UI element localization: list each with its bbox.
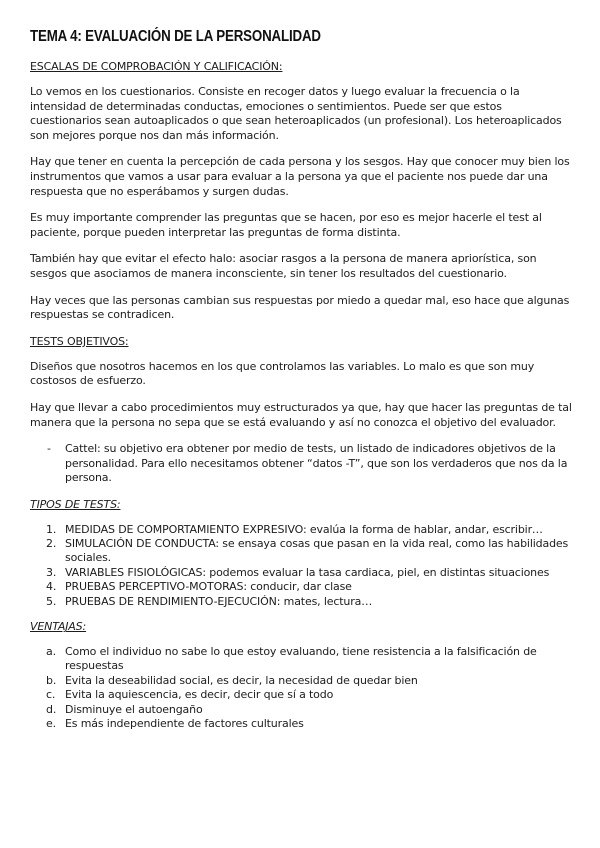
list-letter: e.: [46, 717, 56, 731]
paragraph: Hay que tener en cuenta la percepción de cada persona y los sesgos. Hay que conocer muy bien los instrumentos que vamos a usar para evaluar a la persona ya que el paciente nos puede dar una respuesta que no esperábamos y surgen dudas.: [30, 155, 570, 198]
bullet-marker: -: [47, 442, 51, 456]
section-heading-ventajas: VENTAJAS:: [30, 620, 87, 634]
list-item: [30, 717, 575, 731]
page-title: TEMA 4: EVALUACIÓN DE LA PERSONALIDAD: [30, 28, 321, 45]
paragraph: Lo vemos en los cuestionarios. Consiste en recoger datos y luego evaluar la frecuencia o la intensidad de determinadas conductas, emociones o sentimientos. Puede ser que estos cuestionarios sean autoaplicados o que sean heteroaplicados (un profesional). Los heteroaplicados son mejores porque nos dan más información.: [30, 85, 562, 142]
paragraph: Diseños que nosotros hacemos en los que controlamos las variables. Lo malo es que son muy costosos de esfuerzo.: [30, 359, 535, 388]
list-item: [30, 442, 575, 486]
paragraph: Hay veces que las personas cambian sus respuestas por miedo a quedar mal, eso hace que algunas respuestas se contradicen.: [30, 293, 570, 322]
numbered-list: [30, 523, 575, 609]
list-item-text: SIMULACIÓN DE CONDUCTA: se ensaya cosas que pasan en la vida real, como las habilidades sociales.: [65, 537, 569, 565]
paragraph: Es muy importante comprender las preguntas que se hacen, por eso es mejor hacerle el test al paciente, porque pueden interpretar las preguntas de forma distinta.: [30, 211, 542, 239]
list-item-text: PRUEBAS PERCEPTIVO-MOTORAS: conducir, dar clase: [65, 580, 352, 594]
list-number: 2.: [46, 537, 57, 551]
list-item: [30, 595, 575, 609]
list-item: [30, 580, 575, 594]
list-item-text: VARIABLES FISIOLÓGICAS: podemos evaluar la tasa cardiaca, piel, en distintas situaciones: [65, 565, 550, 579]
list-number: 1.: [46, 522, 57, 536]
list-item-text: MEDIDAS DE COMPORTAMIENTO EXPRESIVO: evalúa la forma de hablar, andar, escribir…: [65, 522, 543, 536]
paragraph: Hay que llevar a cabo procedimientos muy estructurados ya que, hay que hacer las preguntas de tal manera que la persona no sepa que se está evaluando y así no conozca el objetivo del evaluador.: [30, 400, 572, 429]
list-item-text: Disminuye el autoengaño: [65, 702, 203, 716]
bullet-list: [30, 442, 575, 486]
list-item-text: Cattel: su objetivo era obtener por medio de tests, un listado de indicadores objetivos de la personalidad. Para ello necesitamos obtener “datos -T”, que son los verdaderos que nos da la persona.: [65, 442, 568, 485]
list-number: 5.: [46, 594, 57, 608]
list-letter: c.: [46, 688, 56, 702]
list-letter: a.: [46, 645, 56, 659]
list-item: [30, 703, 575, 717]
section-heading-escalas: ESCALAS DE COMPROBACIÓN Y CALIFICACIÓN:: [30, 60, 283, 73]
list-item: [30, 645, 575, 672]
document-body: [30, 60, 575, 731]
list-item-text: PRUEBAS DE RENDIMIENTO-EJECUCIÓN: mates, lectura…: [65, 594, 373, 608]
lettered-list: [30, 645, 575, 731]
list-item-text: Como el individuo no sabe lo que estoy evaluando, tiene resistencia a la falsificación de respuestas: [65, 645, 537, 673]
list-number: 3.: [46, 565, 57, 579]
list-item-text: Es más independiente de factores culturales: [65, 717, 304, 731]
list-item: [30, 566, 575, 580]
list-item: [30, 537, 575, 564]
list-number: 4.: [46, 580, 57, 594]
list-item: [30, 688, 575, 702]
list-item: [30, 523, 575, 537]
list-item-text: Evita la aquiescencia, es decir, decir que sí a todo: [65, 688, 334, 702]
section-heading-tests-objetivos: TESTS OBJETIVOS:: [30, 334, 129, 348]
list-item-text: Evita la deseabilidad social, es decir, la necesidad de quedar bien: [65, 673, 418, 687]
paragraph: También hay que evitar el efecto halo: asociar rasgos a la persona de manera apriorística, son sesgos que asociamos de manera inconsciente, sin tener los resultados del cuestionario.: [30, 252, 537, 280]
list-item: [30, 674, 575, 688]
document-page: [30, 28, 575, 743]
list-letter: b.: [46, 673, 57, 687]
section-heading-tipos: TIPOS DE TESTS:: [30, 497, 121, 511]
list-letter: d.: [46, 702, 57, 716]
